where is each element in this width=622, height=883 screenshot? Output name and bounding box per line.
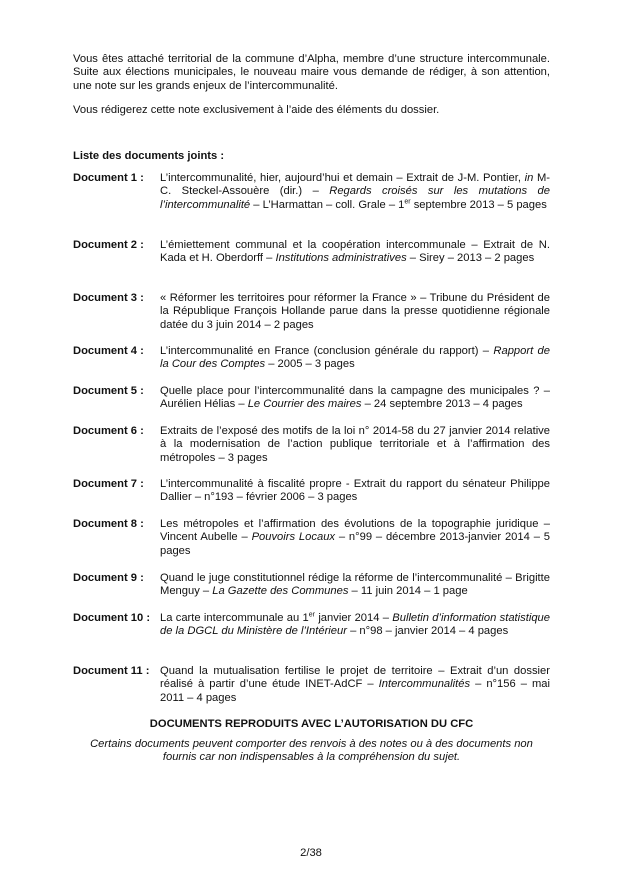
intro-paragraph: Vous êtes attaché territorial de la commune d’Alpha, membre d’une structure intercommunale. Suite aux élections municipales, le nouveau maire vous demande de rédiger, à son attention, une note sur les grands enjeux de l’intercommunalité. (73, 53, 550, 92)
document-text-part: – n°99 – décembre 2013-janvier 2014 – 5 pages (160, 531, 550, 557)
document-title-italic: Rapport de la Cour des Comptes (160, 345, 550, 371)
document-text-part: Quand le juge constitutionnel rédige la réforme de l’intercommunalité – Brigitte Menguy – (160, 572, 550, 598)
document-label: Document 5 : (73, 385, 144, 397)
instruction-paragraph: Vous rédigerez cette note exclusivement à l’aide des éléments du dossier. (73, 104, 440, 116)
document-title-italic: Bulletin d’information statistique de la DGCL du Ministère de l’Intérieur (160, 612, 550, 638)
document-title-italic: Intercommunalités (378, 678, 471, 691)
document-text-part: – n°156 – mai 2011 – 4 pages (160, 678, 550, 704)
cfc-authorization-title: DOCUMENTS REPRODUITS AVEC L’AUTORISATION DU CFC (149, 718, 474, 730)
document-text-part: – 2005 – 3 pages (265, 358, 355, 371)
document-item (73, 239, 550, 266)
document-text-part: « Réformer les territoires pour réformer la France » – Tribune du Président de la République François Hollande parue dans la presse quotidienne régionale datée du 3 juin 2014 – 2 pages (160, 292, 550, 331)
document-title-italic: Institutions administratives (275, 252, 407, 265)
document-title-italic: Le Courrier des maires (247, 398, 362, 411)
document-text-part: – 11 juin 2014 – 1 page (348, 585, 468, 598)
document-description (160, 172, 550, 212)
document-item (73, 665, 550, 705)
document-item (73, 172, 550, 212)
document-label: Document 7 : (73, 478, 144, 490)
document-item (73, 478, 550, 505)
document-text-part: L’intercommunalité à fiscalité propre - Extrait du rapport du sénateur Philippe Dallier – n°193 – février 2006 – 3 pages (160, 478, 550, 504)
document-text-part: La carte intercommunale au 1 (160, 612, 309, 624)
document-description (160, 612, 550, 639)
document-title-italic: La Gazette des Communes (212, 585, 349, 598)
documents-list-title: Liste des documents joints : (73, 150, 225, 162)
document-description (160, 665, 550, 705)
document-text-part: janvier 2014 – (315, 612, 393, 624)
document-item (73, 385, 550, 412)
document-description (160, 239, 550, 266)
document-description (160, 572, 550, 599)
document-item (73, 612, 550, 639)
document-description (160, 478, 550, 505)
document-text-part: M-C. Steckel-Assouère (dir.) – (160, 172, 550, 198)
document-text-part: – n°98 – janvier 2014 – 4 pages (346, 625, 509, 638)
document-text-part: – 24 septembre 2013 – 4 pages (361, 398, 523, 411)
document-text-part: L’intercommunalité en France (conclusion générale du rapport) – (160, 345, 494, 357)
document-text-part: er (404, 198, 411, 206)
document-label: Document 9 : (73, 572, 144, 584)
document-title-italic: Regards croisés sur les mutations de l’intercommunalité (160, 185, 550, 211)
document-description (160, 385, 550, 412)
document-title-italic: Pouvoirs Locaux (251, 531, 336, 544)
document-label: Document 1 : (73, 172, 144, 184)
document-item (73, 425, 550, 465)
document-text-part: Quand la mutualisation fertilise le projet de territoire – Extrait d’un dossier réalisé à partir d’une étude INET-AdCF – (160, 665, 550, 691)
page-number: 2/38 (300, 847, 322, 859)
document-title-italic: in (524, 172, 534, 184)
document-label: Document 3 : (73, 292, 144, 304)
document-item (73, 345, 550, 372)
document-description (160, 425, 550, 465)
document-text-part: L’émiettement communal et la coopération intercommunale – Extrait de N. Kada et H. Oberdorff – (160, 239, 550, 265)
document-label: Document 6 : (73, 425, 144, 437)
document-item (73, 572, 550, 599)
document-label: Document 8 : (73, 518, 144, 530)
document-label: Document 11 : (73, 665, 150, 677)
cfc-note: Certains documents peuvent comporter des renvois à des notes ou à des documents non fournis car non indispensables à la compréhension du sujet. (90, 738, 533, 764)
document-text-part: septembre 2013 – 5 pages (410, 198, 547, 211)
document-description (160, 345, 550, 372)
document-text-part: Quelle place pour l’intercommunalité dans la campagne des municipales ? – Aurélien Hélias – (160, 385, 550, 411)
document-text-part: – L’Harmattan – coll. Grale – 1 (250, 198, 405, 211)
document-text-part: Extraits de l’exposé des motifs de la loi n° 2014-58 du 27 janvier 2014 relative à la modernisation de l’action publique territoriale et à l’affirmation des métropoles – 3 pages (160, 425, 550, 464)
document-label: Document 2 : (73, 239, 144, 251)
document-text-part: Les métropoles et l’affirmation des évolutions de la topographie juridique – Vincent Aubelle – (160, 518, 550, 544)
document-item (73, 292, 550, 332)
document-label: Document 4 : (73, 345, 144, 357)
document-item (73, 518, 550, 558)
document-description (160, 518, 550, 558)
document-label: Document 10 : (73, 612, 151, 624)
document-text-part: – Sirey – 2013 – 2 pages (406, 252, 535, 265)
document-text-part: L’intercommunalité, hier, aujourd’hui et demain – Extrait de J-M. Pontier, (160, 172, 525, 184)
document-description (160, 292, 550, 332)
document-text-part: er (308, 611, 316, 619)
